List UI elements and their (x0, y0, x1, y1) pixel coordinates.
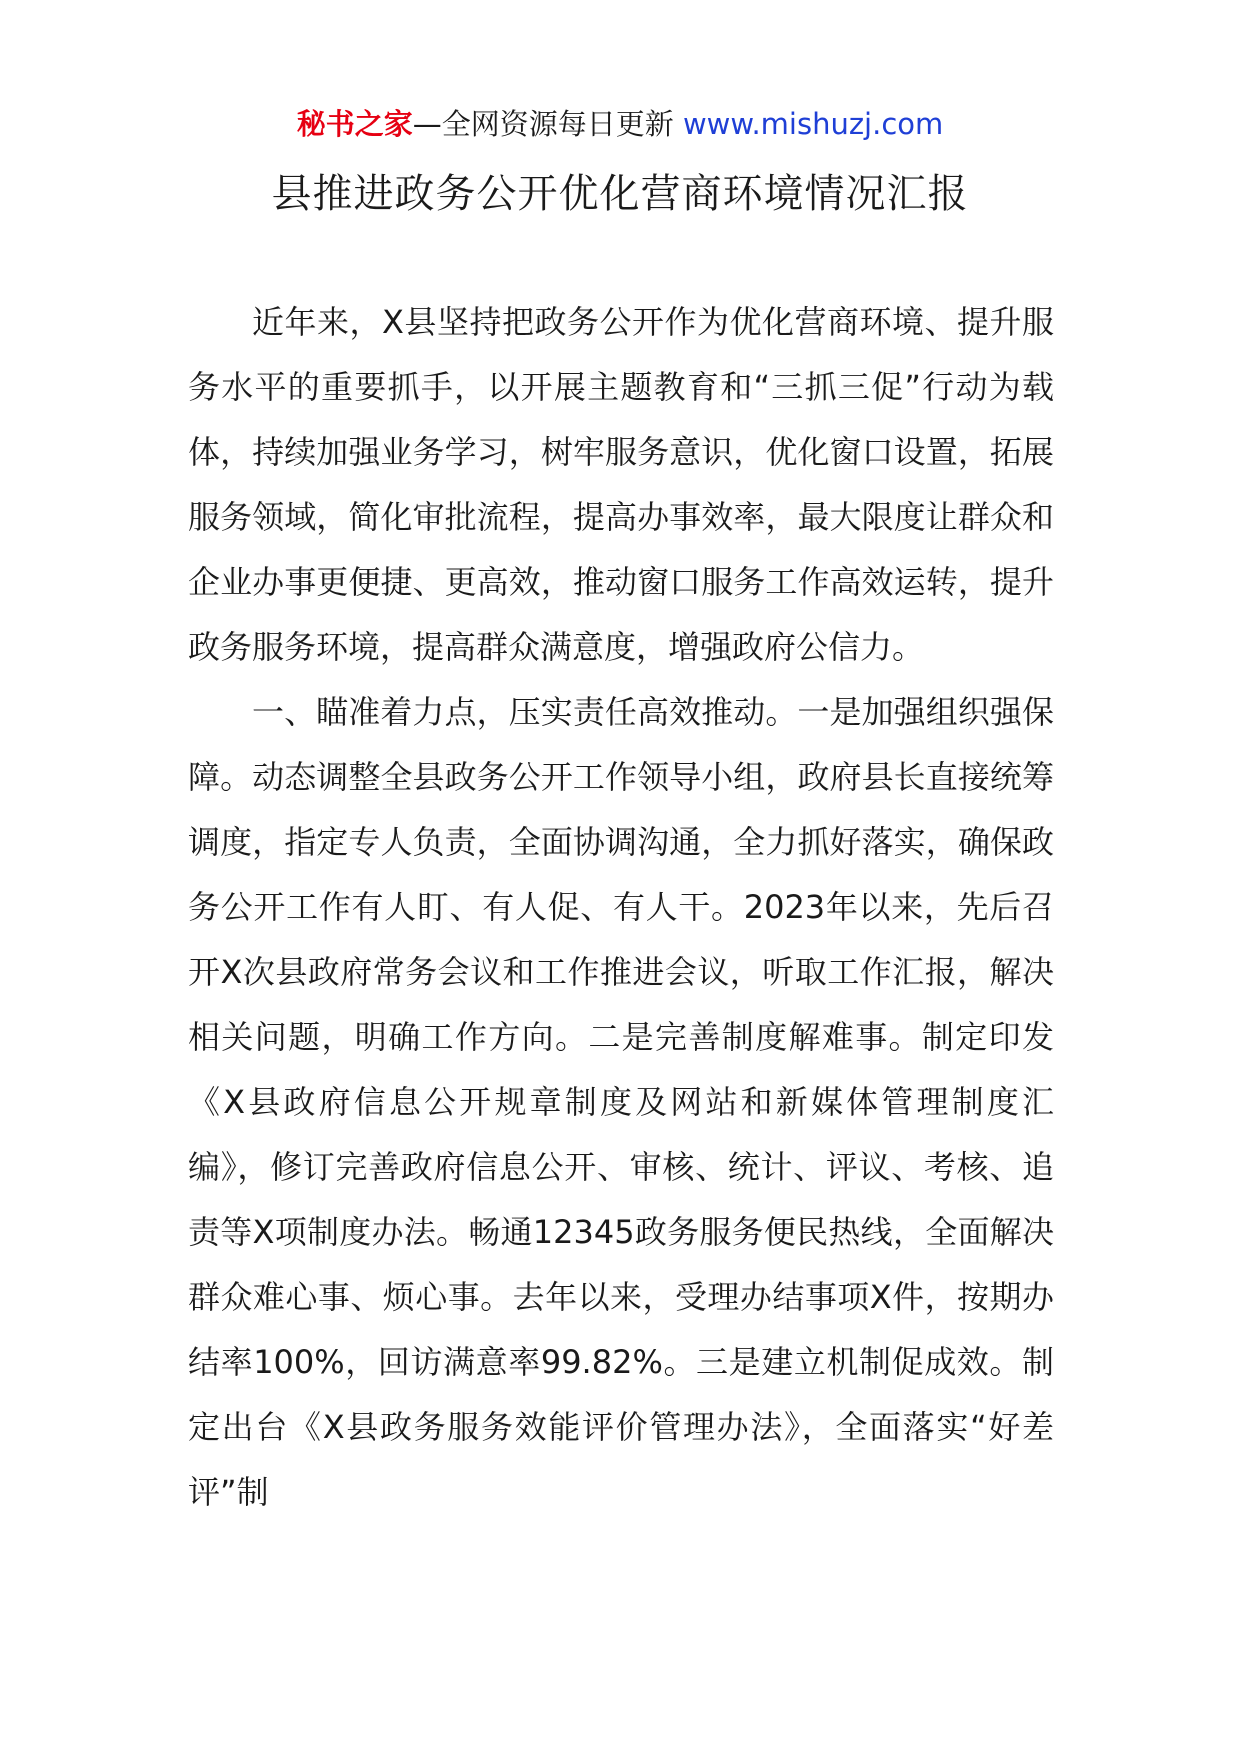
site-header (0, 104, 1240, 144)
site-brand: 秘书之家 (296, 107, 413, 141)
intro-paragraph: 近年来，X县坚持把政务公开作为优化营商环境、提升服务水平的重要抓手，以开展主题教育和“三抓三促”行动为载体，持续加强业务学习，树牢服务意识，优化窗口设置，拓展服务领域，简化审批流程，提高办事效率，最大限度让群众和企业办事更便捷、更高效，推动窗口服务工作高效运转，提升政务服务环境，提高群众满意度，增强政府公信力。 (188, 303, 1054, 666)
document-body (188, 290, 1054, 1525)
site-slogan: —全网资源每日更新 (412, 107, 674, 141)
document-title: 县推进政务公开优化营商环境情况汇报 (271, 171, 969, 217)
section-one-paragraph: 一、瞄准着力点，压实责任高效推动。一是加强组织强保障。动态调整全县政务公开工作领导小组，政府县长直接统筹调度，指定专人负责，全面协调沟通，全力抓好落实，确保政务公开工作有人盯、有人促、有人干。2023年以来，先后召开X次县政府常务会议和工作推进会议，听取工作汇报，解决相关问题，明确工作方向。二是完善制度解难事。制定印发《X县政府信息公开规章制度及网站和新媒体管理制度汇编》，修订完善政府信息公开、审核、统计、评议、考核、追责等X项制度办法。畅通12345政务服务便民热线，全面解决群众难心事、烦心事。去年以来，受理办结事项X件，按期办结率100%，回访满意率99.82%。三是建立机制促成效。制定出台《X县政务服务效能评价管理办法》，全面落实“好差评”制 (188, 693, 1054, 1511)
site-url-link[interactable]: www.mishuzj.com (682, 107, 944, 141)
